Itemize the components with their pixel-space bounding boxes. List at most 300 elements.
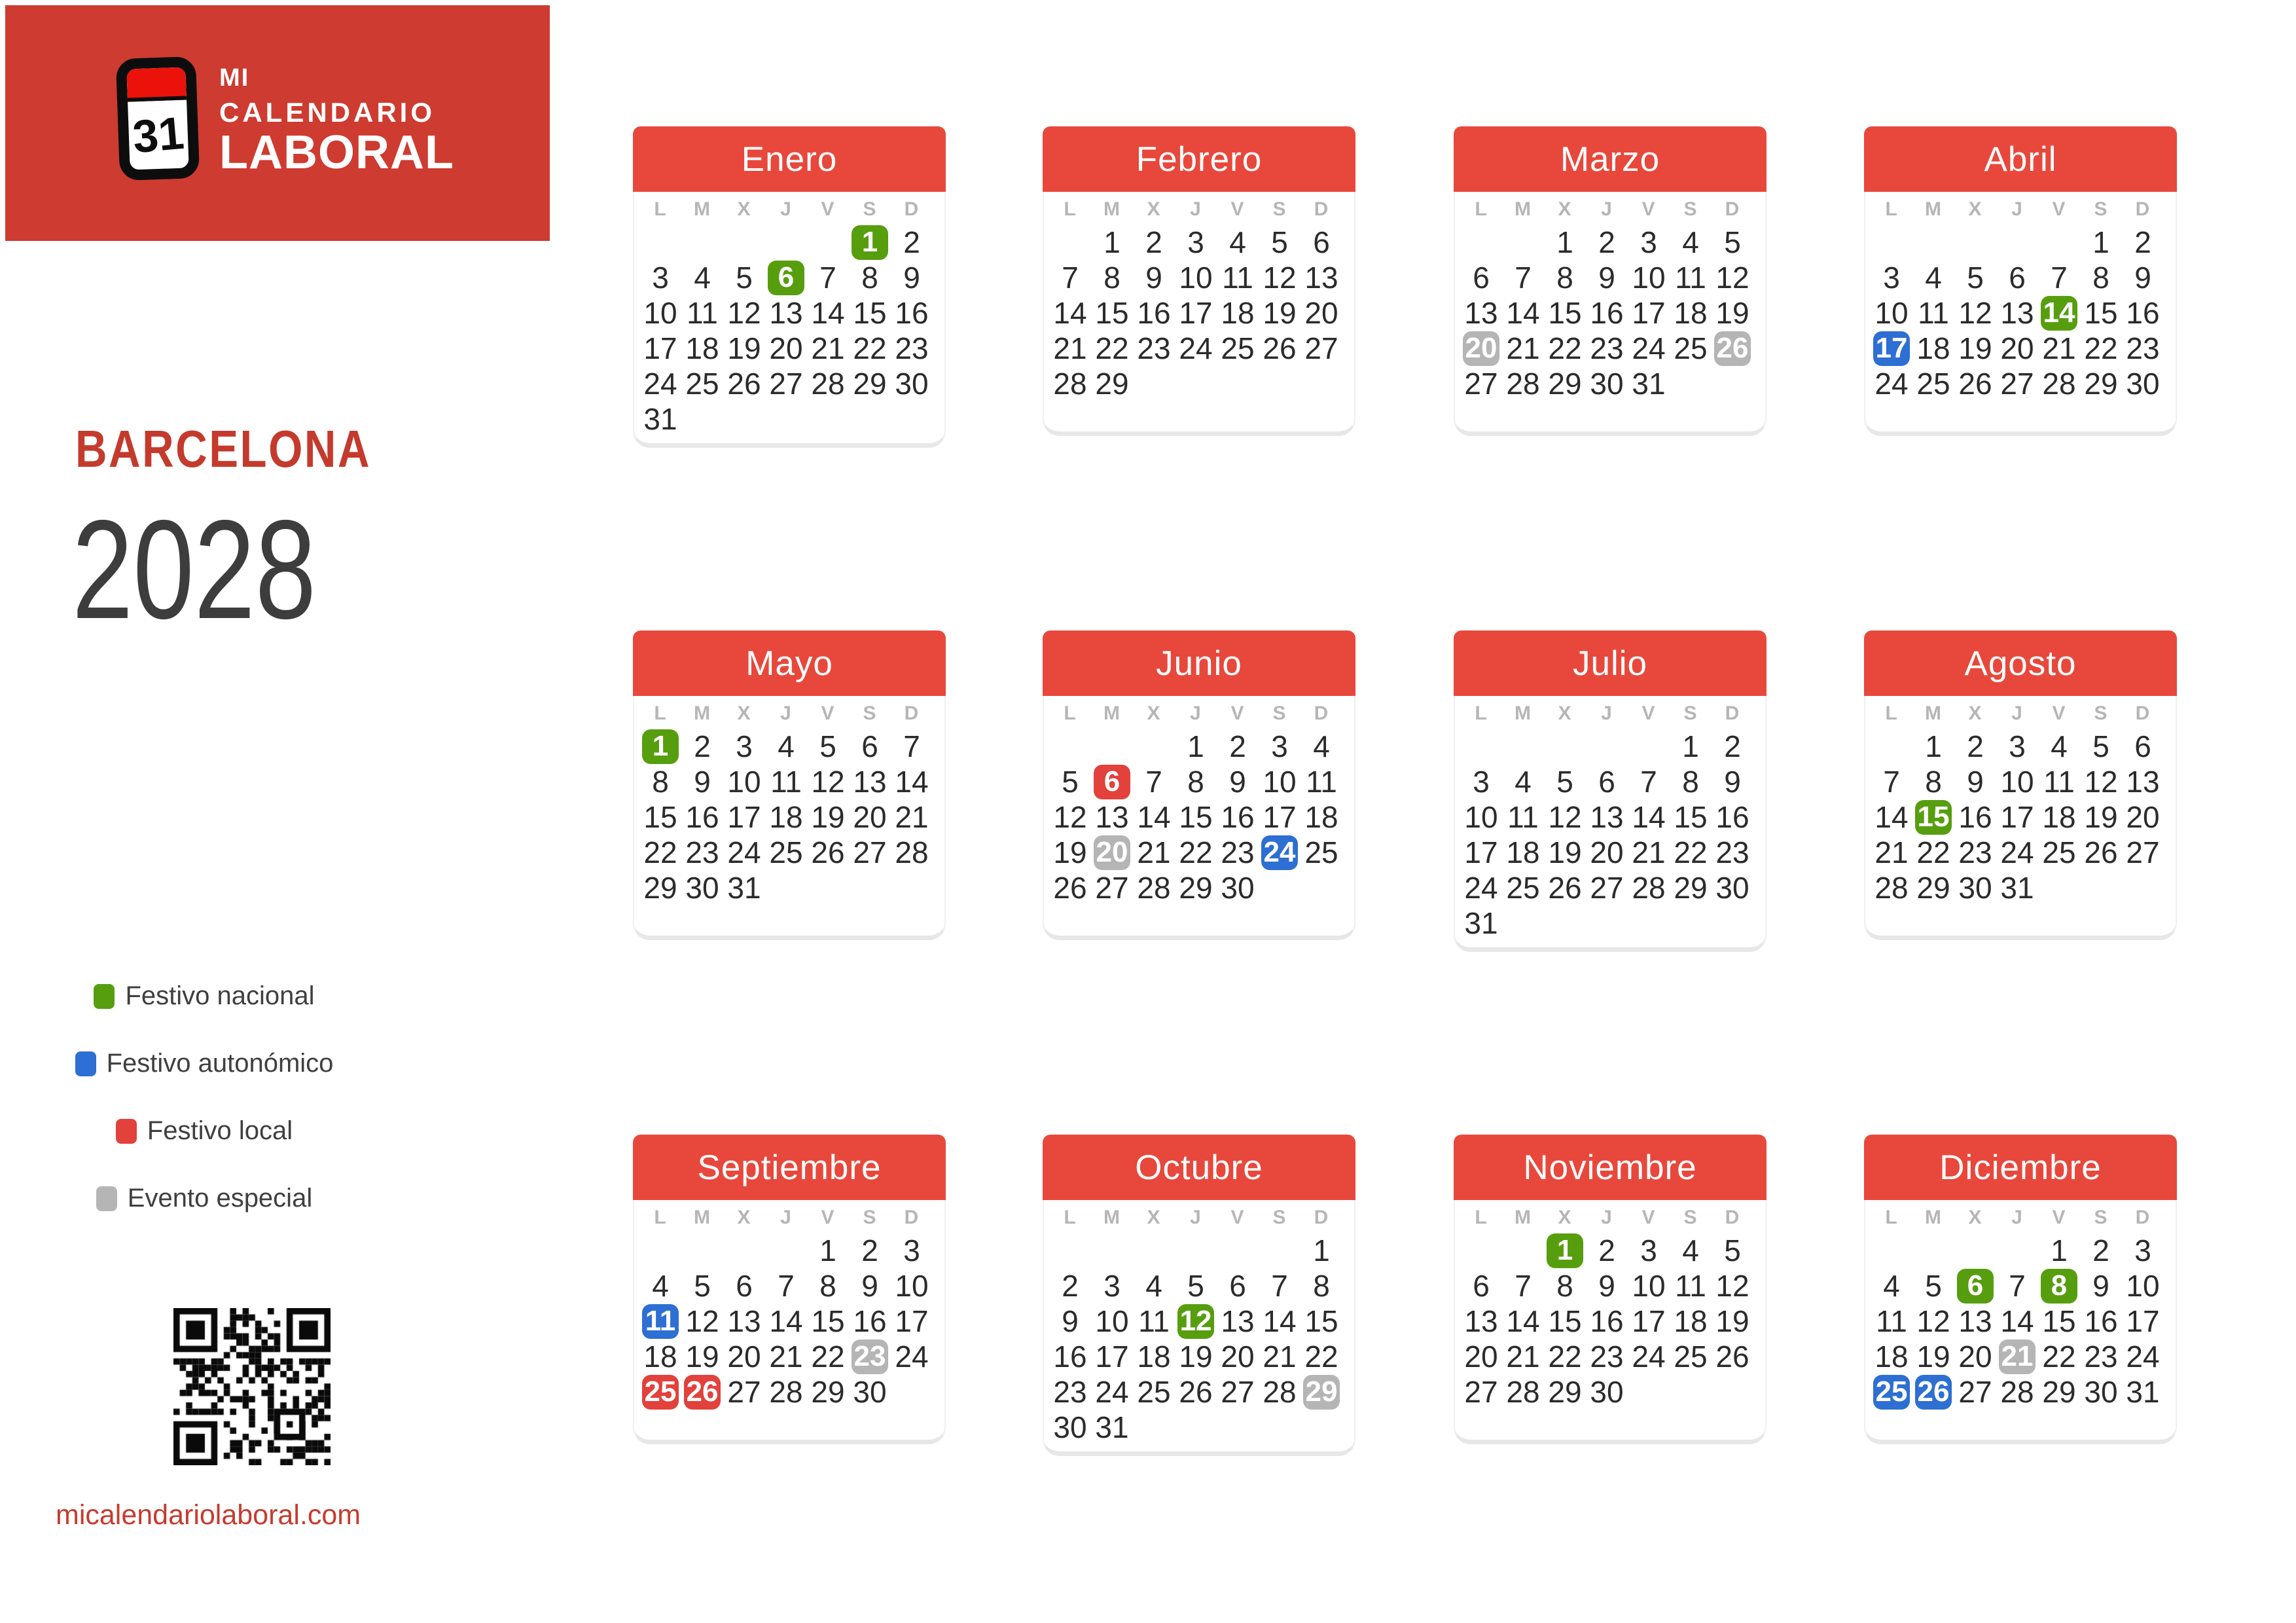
day-cell (639, 729, 681, 764)
empty-day-cell (1091, 1233, 1133, 1268)
day-cell: 31 (727, 871, 761, 905)
weekday-label: V (1641, 1207, 1656, 1228)
weekday-label: M (694, 702, 711, 724)
day-cell (1712, 331, 1753, 366)
day-cell: 17 (1632, 1304, 1666, 1338)
empty-day-cell (1049, 225, 1091, 260)
day-cell: 21 (1632, 835, 1666, 869)
day-cell: 9 (1598, 1269, 1615, 1303)
day-cell: 3 (1187, 225, 1204, 259)
empty-day-cell (1460, 729, 1502, 764)
empty-day-cell (1502, 1233, 1544, 1268)
day-cell: 1 (2051, 1233, 2068, 1267)
day-cell: 6 (2134, 729, 2151, 763)
day-cell: 25 (1506, 871, 1540, 905)
day-cell: 15 (1548, 1304, 1582, 1338)
day-cell: 7 (1271, 1269, 1288, 1303)
day-cell: 29 (1916, 871, 1950, 905)
day-cell: 8 (1682, 765, 1699, 799)
day-cell: 20 (2126, 800, 2160, 834)
day-cell: 5 (2092, 729, 2109, 763)
weekday-label: D (1725, 1207, 1740, 1228)
day-cell: 3 (2009, 729, 2026, 763)
day-cell: 12 (1916, 1304, 1950, 1338)
day-cell: 15 (853, 296, 887, 330)
day-cell: 19 (685, 1340, 719, 1374)
weekday-label: S (2094, 702, 2108, 724)
day-cell: 7 (1145, 765, 1162, 799)
day-cell: 4 (778, 729, 795, 763)
day-cell: 24 (727, 835, 761, 869)
weekday-label: L (1885, 702, 1898, 724)
weekday-label: V (821, 1207, 835, 1228)
day-cell: 23 (2126, 331, 2160, 365)
weekday-header-row (1871, 699, 2164, 729)
holiday-day-special: 20 (1463, 331, 1499, 366)
day-cell: 1 (1187, 729, 1204, 763)
day-cell: 22 (2042, 1340, 2076, 1374)
day-cell: 3 (652, 261, 669, 295)
day-cell: 22 (1095, 331, 1129, 365)
day-cell: 8 (819, 1269, 836, 1303)
day-cell: 26 (1958, 367, 1992, 401)
empty-day-cell (1996, 1233, 2038, 1268)
day-cell: 6 (736, 1269, 753, 1303)
day-grid (1460, 729, 1753, 941)
day-cell: 25 (2042, 835, 2076, 869)
day-cell: 3 (1640, 225, 1657, 259)
weekday-label: M (1515, 702, 1532, 724)
autonomic-holiday-swatch-icon (75, 1051, 96, 1076)
day-cell: 1 (1925, 729, 1942, 763)
month-body (633, 696, 946, 940)
day-cell: 17 (2000, 800, 2034, 834)
day-cell: 17 (1632, 296, 1666, 330)
day-cell: 18 (2042, 800, 2076, 834)
day-cell: 16 (1221, 800, 1255, 834)
day-cell: 11 (1306, 765, 1337, 799)
day-cell: 15 (1548, 296, 1582, 330)
day-cell: 11 (1507, 800, 1539, 834)
day-cell: 31 (2000, 871, 2034, 905)
special-event-swatch-icon (96, 1186, 117, 1211)
day-cell: 2 (1145, 225, 1162, 259)
weekday-label: M (1515, 1207, 1532, 1228)
day-cell: 13 (727, 1304, 761, 1338)
day-cell: 19 (1053, 835, 1087, 869)
weekday-label: J (780, 702, 792, 724)
weekday-label: D (2135, 1207, 2151, 1228)
weekday-label: J (1601, 702, 1613, 724)
day-cell: 9 (861, 1269, 878, 1303)
day-cell: 27 (727, 1375, 761, 1409)
day-cell: 30 (853, 1375, 887, 1409)
weekday-label: X (1558, 1207, 1572, 1228)
day-cell: 10 (643, 296, 677, 330)
empty-day-cell (765, 225, 807, 260)
day-cell: 27 (853, 835, 887, 869)
day-cell: 8 (1313, 1269, 1330, 1303)
weekday-label: J (1601, 1207, 1613, 1228)
weekday-header-row (1049, 699, 1342, 729)
holiday-day-autonomic: 24 (1261, 835, 1298, 870)
day-cell: 13 (1590, 800, 1624, 834)
day-cell: 25 (1916, 367, 1950, 401)
day-cell: 12 (1263, 261, 1297, 295)
weekday-label: L (1475, 1207, 1488, 1228)
day-cell: 13 (853, 765, 887, 799)
brand-word-mi: MI (219, 64, 250, 92)
month-title: Septiembre (633, 1135, 946, 1200)
day-cell: 27 (1464, 367, 1498, 401)
day-cell: 9 (1145, 261, 1162, 295)
day-cell: 3 (1103, 1269, 1121, 1303)
legend-item-national (94, 981, 314, 1012)
day-cell: 7 (2009, 1269, 2026, 1303)
day-cell: 30 (2126, 367, 2160, 401)
day-cell: 13 (1464, 296, 1498, 330)
weekday-label: L (1064, 198, 1077, 220)
day-cell: 18 (1304, 800, 1338, 834)
weekday-label: L (654, 198, 667, 220)
calendar-icon-day-number: 31 (130, 107, 187, 163)
day-cell: 14 (769, 1304, 803, 1338)
day-cell: 2 (2092, 1233, 2109, 1267)
day-cell (1871, 331, 1912, 366)
day-cell: 15 (2042, 1304, 2076, 1338)
weekday-label: L (1064, 1207, 1077, 1228)
day-cell: 27 (1464, 1375, 1498, 1409)
month-body (1454, 1200, 1767, 1444)
day-cell: 22 (1548, 1340, 1582, 1374)
weekday-label: M (1103, 1207, 1121, 1228)
day-cell: 29 (2084, 367, 2118, 401)
day-cell: 14 (1632, 800, 1666, 834)
national-holiday-swatch-icon (94, 984, 115, 1009)
day-cell (681, 1374, 723, 1410)
day-cell: 13 (1958, 1304, 1992, 1338)
day-cell: 11 (1138, 1304, 1170, 1338)
day-cell: 2 (1062, 1269, 1079, 1303)
day-cell: 16 (895, 296, 929, 330)
month-body (1864, 1200, 2177, 1444)
day-cell: 10 (895, 1269, 929, 1303)
day-cell (849, 225, 891, 260)
empty-day-cell (639, 1233, 681, 1268)
day-cell: 30 (1221, 871, 1255, 905)
day-cell: 28 (1137, 871, 1171, 905)
day-cell: 24 (1874, 367, 1909, 401)
day-cell: 19 (1548, 835, 1582, 869)
weekday-header-row (1460, 699, 1753, 729)
day-cell: 2 (2134, 225, 2151, 259)
month-title: Noviembre (1454, 1135, 1767, 1200)
day-cell: 9 (1967, 765, 1984, 799)
weekday-header-row (1460, 1203, 1753, 1233)
day-cell: 31 (1095, 1410, 1129, 1444)
day-cell: 5 (1271, 225, 1288, 259)
year-title: 2028 (72, 490, 317, 648)
empty-day-cell (1460, 225, 1502, 260)
day-cell: 9 (2092, 1269, 2109, 1303)
month-body (1454, 696, 1767, 952)
day-cell: 14 (2000, 1304, 2034, 1338)
month-body (1043, 1200, 1355, 1456)
weekday-label: X (1968, 1207, 1982, 1228)
weekday-label: X (1558, 702, 1572, 724)
day-cell: 11 (1675, 261, 1706, 295)
day-cell: 24 (1632, 331, 1666, 365)
day-cell: 17 (727, 800, 761, 834)
day-cell: 30 (1590, 367, 1624, 401)
brand-wordmark (219, 65, 454, 178)
day-cell: 21 (895, 800, 929, 834)
empty-day-cell (1544, 729, 1586, 764)
weekday-header-row (1871, 194, 2164, 225)
month-card (1454, 630, 1767, 952)
empty-day-cell (1259, 1233, 1300, 1268)
day-cell: 4 (1515, 765, 1532, 799)
day-grid (639, 1233, 933, 1410)
weekday-label: X (737, 1207, 751, 1228)
day-grid (1871, 225, 2164, 401)
day-cell: 30 (685, 871, 719, 905)
day-cell: 9 (1598, 261, 1615, 295)
day-cell: 23 (1590, 1340, 1624, 1374)
day-cell: 13 (1304, 261, 1338, 295)
day-cell: 26 (811, 835, 845, 869)
month-body (1864, 192, 2177, 436)
day-cell (1460, 331, 1502, 366)
holiday-day-national: 6 (1957, 1269, 1994, 1304)
day-cell: 1 (2092, 225, 2109, 259)
day-cell: 2 (861, 1233, 878, 1267)
weekday-label: V (2052, 198, 2066, 220)
day-cell (1544, 1233, 1586, 1268)
weekday-header-row (639, 699, 933, 729)
day-cell: 28 (811, 367, 845, 401)
empty-day-cell (1871, 225, 1912, 260)
day-cell: 20 (1304, 296, 1338, 330)
empty-day-cell (1217, 1233, 1259, 1268)
weekday-label: L (654, 702, 667, 724)
holiday-day-local: 25 (642, 1375, 679, 1410)
day-cell: 26 (727, 367, 761, 401)
day-cell: 4 (2051, 729, 2068, 763)
qr-code (173, 1308, 331, 1465)
day-cell: 12 (1715, 1269, 1749, 1303)
weekday-label: S (863, 198, 877, 220)
day-cell: 17 (1095, 1340, 1129, 1374)
holiday-day-autonomic: 26 (1915, 1375, 1952, 1410)
weekday-header-row (1871, 1203, 2164, 1233)
weekday-label: D (904, 702, 920, 724)
day-cell: 15 (2084, 296, 2118, 330)
weekday-label: S (1683, 198, 1698, 220)
day-cell: 18 (1674, 296, 1708, 330)
month-title: Enero (633, 126, 946, 192)
empty-day-cell (1502, 225, 1544, 260)
month-card (633, 126, 946, 448)
day-cell: 11 (1222, 261, 1253, 295)
day-cell: 8 (652, 765, 669, 799)
day-cell (765, 260, 807, 295)
day-cell: 15 (643, 800, 677, 834)
day-cell: 4 (1682, 1233, 1699, 1267)
day-cell: 6 (2009, 261, 2026, 295)
day-cell: 29 (1548, 367, 1582, 401)
holiday-day-autonomic: 17 (1873, 331, 1910, 366)
month-card (1454, 126, 1767, 436)
day-cell: 7 (1515, 1269, 1532, 1303)
day-cell: 5 (1062, 765, 1079, 799)
day-cell: 11 (687, 296, 718, 330)
weekday-label: M (1925, 198, 1942, 220)
day-cell: 1 (819, 1233, 836, 1267)
day-cell: 24 (1179, 331, 1213, 365)
holiday-day-special: 29 (1303, 1375, 1340, 1410)
day-cell: 2 (1229, 729, 1246, 763)
day-cell: 12 (2084, 765, 2118, 799)
month-card (1864, 1135, 2177, 1444)
weekday-header-row (639, 194, 933, 225)
day-cell: 13 (2000, 296, 2034, 330)
legend-label: Festivo autonómico (106, 1049, 334, 1078)
weekday-label: X (737, 702, 751, 724)
weekday-label: M (1515, 198, 1532, 220)
empty-day-cell (1912, 225, 1954, 260)
day-cell: 2 (903, 225, 920, 259)
month-card (1454, 1135, 1767, 1444)
legend-label: Festivo nacional (125, 981, 315, 1010)
day-cell: 31 (2126, 1375, 2160, 1409)
day-cell: 18 (1916, 331, 1950, 365)
day-cell: 14 (1137, 800, 1171, 834)
day-cell: 2 (694, 729, 711, 763)
weekday-label: J (1190, 702, 1202, 724)
day-cell: 31 (643, 402, 677, 436)
day-cell: 24 (643, 367, 677, 401)
day-cell: 29 (853, 367, 887, 401)
day-cell: 28 (769, 1375, 803, 1409)
day-cell: 3 (736, 729, 753, 763)
day-grid (1460, 1233, 1753, 1410)
day-cell: 30 (1958, 871, 1992, 905)
day-cell: 7 (778, 1269, 795, 1303)
weekday-label: X (1558, 198, 1572, 220)
weekday-label: M (1103, 702, 1121, 724)
day-cell: 5 (1724, 1233, 1741, 1267)
day-cell: 20 (727, 1340, 761, 1374)
weekday-header-row (1460, 194, 1753, 225)
day-cell: 22 (853, 331, 887, 365)
weekday-label: D (1725, 702, 1740, 724)
day-cell: 5 (1187, 1269, 1204, 1303)
weekday-label: D (1314, 198, 1329, 220)
day-cell: 20 (2000, 331, 2034, 365)
day-cell: 26 (1053, 871, 1087, 905)
weekday-label: D (2135, 198, 2151, 220)
weekday-label: S (2094, 198, 2108, 220)
day-cell: 28 (1632, 871, 1666, 905)
day-cell (1175, 1304, 1217, 1339)
weekday-label: X (1968, 198, 1982, 220)
day-cell: 23 (1715, 835, 1749, 869)
weekday-header-row (639, 1203, 933, 1233)
day-cell: 22 (1548, 331, 1582, 365)
empty-day-cell (807, 225, 849, 260)
weekday-label: J (1190, 198, 1202, 220)
holiday-day-national: 1 (642, 729, 679, 764)
month-body (633, 1200, 946, 1444)
day-grid (1049, 225, 1342, 401)
day-cell: 20 (1464, 1340, 1498, 1374)
day-cell: 17 (1464, 835, 1498, 869)
empty-day-cell (765, 1233, 807, 1268)
month-card (1864, 126, 2177, 436)
day-cell: 23 (1590, 331, 1624, 365)
month-title: Abril (1864, 126, 2177, 192)
day-cell: 22 (1674, 835, 1708, 869)
day-cell: 16 (1590, 1304, 1624, 1338)
weekday-label: S (1683, 1207, 1698, 1228)
day-cell: 20 (1958, 1340, 1992, 1374)
day-cell: 14 (895, 765, 929, 799)
day-cell: 2 (1598, 225, 1615, 259)
day-cell (639, 1374, 681, 1410)
day-cell: 23 (2084, 1340, 2118, 1374)
website-link[interactable]: micalendariolaboral.com (56, 1499, 361, 1531)
weekday-label: D (904, 198, 920, 220)
day-cell: 26 (1263, 331, 1297, 365)
day-cell: 1 (1556, 225, 1573, 259)
day-cell (1300, 1374, 1342, 1410)
day-cell: 27 (1304, 331, 1338, 365)
day-grid (639, 225, 933, 437)
city-title: BARCELONA (75, 420, 371, 478)
day-cell: 3 (1883, 261, 1900, 295)
weekday-label: S (863, 702, 877, 724)
day-cell: 9 (694, 765, 711, 799)
day-cell (1996, 1339, 2038, 1374)
day-cell: 18 (643, 1340, 677, 1374)
empty-day-cell (1871, 1233, 1912, 1268)
weekday-label: J (1190, 1207, 1202, 1228)
day-cell: 5 (694, 1269, 711, 1303)
day-cell: 23 (895, 331, 929, 365)
day-cell (1912, 1374, 1954, 1410)
day-cell: 14 (1263, 1304, 1297, 1338)
day-cell: 19 (811, 800, 845, 834)
day-cell: 6 (1598, 765, 1615, 799)
weekday-label: J (780, 1207, 792, 1228)
day-cell: 5 (1556, 765, 1573, 799)
month-body (633, 192, 946, 448)
day-cell: 20 (1221, 1340, 1255, 1374)
day-cell: 3 (1271, 729, 1288, 763)
weekday-label: V (821, 198, 835, 220)
day-cell: 13 (1221, 1304, 1255, 1338)
month-card (1043, 630, 1355, 940)
weekday-label: X (1147, 198, 1161, 220)
day-cell: 18 (1221, 296, 1255, 330)
day-cell: 30 (1053, 1410, 1087, 1444)
empty-day-cell (1954, 225, 1996, 260)
day-cell: 5 (1724, 225, 1741, 259)
day-cell: 7 (1883, 765, 1900, 799)
day-cell: 25 (1674, 331, 1708, 365)
day-cell: 18 (1137, 1340, 1171, 1374)
